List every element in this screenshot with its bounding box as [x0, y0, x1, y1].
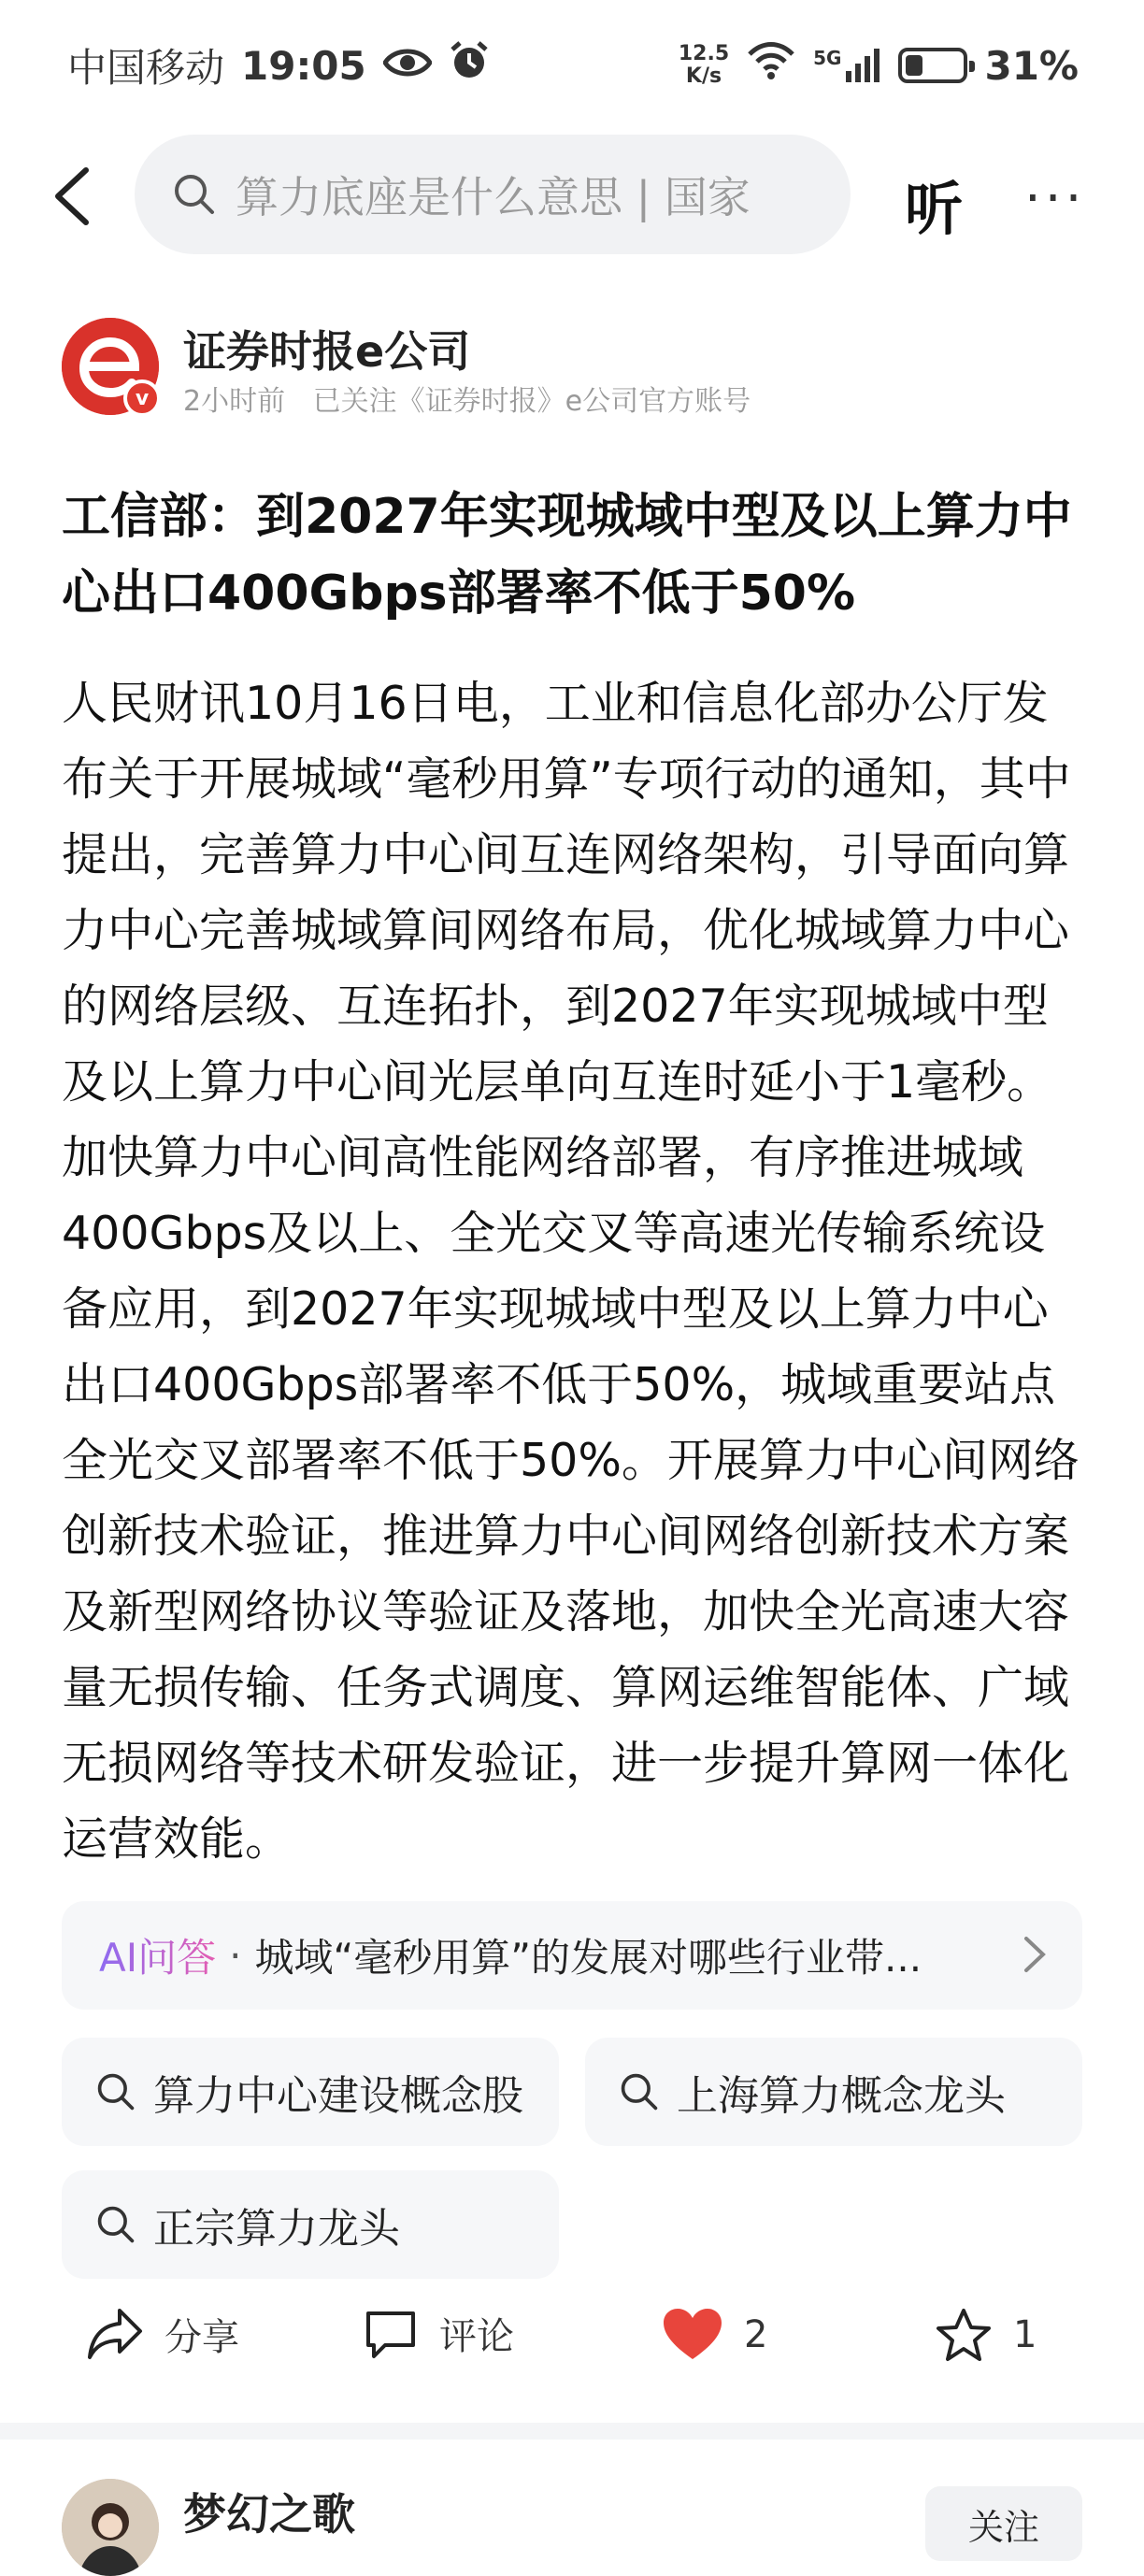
ai-question-text: 城域“毫秒用算”的发展对哪些行业带...	[254, 1935, 922, 1981]
status-left	[67, 37, 490, 93]
search-icon	[619, 2071, 660, 2112]
cellular-signal-icon	[813, 47, 881, 84]
verified-badge: v	[123, 379, 161, 417]
star-icon	[935, 2307, 993, 2363]
share-icon	[86, 2307, 144, 2361]
author-meta	[183, 378, 769, 419]
search-icon	[95, 2071, 136, 2112]
battery-level-fill	[906, 55, 922, 76]
favorite-count: 1	[1013, 2313, 1037, 2356]
post-time: 2小时前	[183, 385, 286, 418]
battery-icon	[898, 48, 967, 83]
network-speed-value: 12.5	[678, 42, 730, 65]
more-options-button[interactable]: ···	[1024, 168, 1086, 229]
heart-icon	[662, 2307, 723, 2363]
article-title: 工信部：到2027年实现城域中型及以上算力中心出口400Gbps部署率不低于50%	[62, 489, 1072, 622]
favorite-button[interactable]	[935, 2307, 1037, 2363]
back-button[interactable]	[49, 166, 105, 226]
comment-button[interactable]	[363, 2307, 514, 2360]
ai-separator: ·	[229, 1932, 242, 1979]
related-search-label: 正宗算力龙头	[153, 2205, 400, 2253]
battery-percent: 31%	[984, 42, 1079, 89]
article-action-bar	[0, 2292, 1144, 2404]
network-speed-unit: K/s	[685, 64, 722, 88]
search-icon	[95, 2204, 136, 2245]
wifi-icon	[746, 41, 796, 90]
follow-status: 已关注《证券时报》e公司官方账号	[312, 385, 751, 418]
commenter-name[interactable]: 梦幻之歌	[183, 2489, 355, 2540]
status-right	[679, 41, 1079, 90]
user-avatar-icon	[62, 2479, 159, 2576]
top-navigation-bar	[0, 131, 1144, 262]
article-body: 人民财讯10月16日电，工业和信息化部办公厅发布关于开展城域“毫秒用算”专项行动的通知，其中提出，完善算力中心间互连网络架构，引导面向算力中心完善城域算间网络布局，优化城域算力中心的网络层级、互连拓扑，到2027年实现城域中型及以上算力中心间光层单向互连时延小于1毫秒。加快算力中心间高性能网络部署，有序推进城域400Gbps及以上、全光交叉等高速光传输系统设备应用，到2027年实现城域中型及以上算力中心出口400Gbps部署率不低于50%，城域重要站点全光交叉部署率不低于50%。开展算力中心间网络创新技术验证，推进算力中心间网络创新技术方案及新型网络协议等验证及落地，加快全光高速大容量无损传输、任务式调度、算网运维智能体、广域无损网络等技术研发验证，进一步提升算网一体化运营效能。	[62, 677, 1080, 1866]
share-button[interactable]	[86, 2307, 239, 2361]
author-avatar[interactable]	[62, 318, 159, 415]
ai-question-card[interactable]	[62, 1901, 1082, 2010]
search-placeholder: 算力底座是什么意思 | 国家	[236, 172, 751, 222]
share-label: 分享	[164, 2315, 239, 2359]
related-search-chip[interactable]	[62, 2170, 559, 2279]
follow-button[interactable]: 关注	[925, 2486, 1082, 2561]
comment-label: 评论	[439, 2315, 514, 2358]
signal-label: 5G	[813, 47, 842, 69]
status-bar	[0, 0, 1144, 131]
carrier-name: 中国移动	[67, 45, 225, 91]
clock-time: 19:05	[241, 42, 366, 89]
author-name[interactable]: 证券时报e公司	[183, 326, 471, 377]
author-header	[62, 318, 1090, 421]
like-button[interactable]	[662, 2307, 767, 2363]
section-divider	[0, 2423, 1144, 2440]
listen-button[interactable]: 听	[905, 175, 964, 243]
back-arrow-icon	[49, 166, 105, 226]
commenter-avatar[interactable]	[62, 2479, 159, 2576]
related-search-label: 算力中心建设概念股	[153, 2072, 523, 2120]
related-search-chip[interactable]	[585, 2038, 1082, 2146]
search-input[interactable]	[135, 135, 851, 254]
comment-icon	[363, 2308, 419, 2360]
ai-tag: AI问答	[99, 1927, 216, 1983]
network-speed	[679, 43, 729, 88]
chevron-right-icon	[1021, 1933, 1049, 1976]
search-icon	[172, 172, 217, 217]
like-count: 2	[744, 2313, 768, 2356]
eye-icon	[383, 43, 432, 89]
alarm-clock-icon	[449, 40, 490, 91]
related-search-chip[interactable]	[62, 2038, 559, 2146]
related-search-label: 上海算力概念龙头	[677, 2072, 1006, 2120]
